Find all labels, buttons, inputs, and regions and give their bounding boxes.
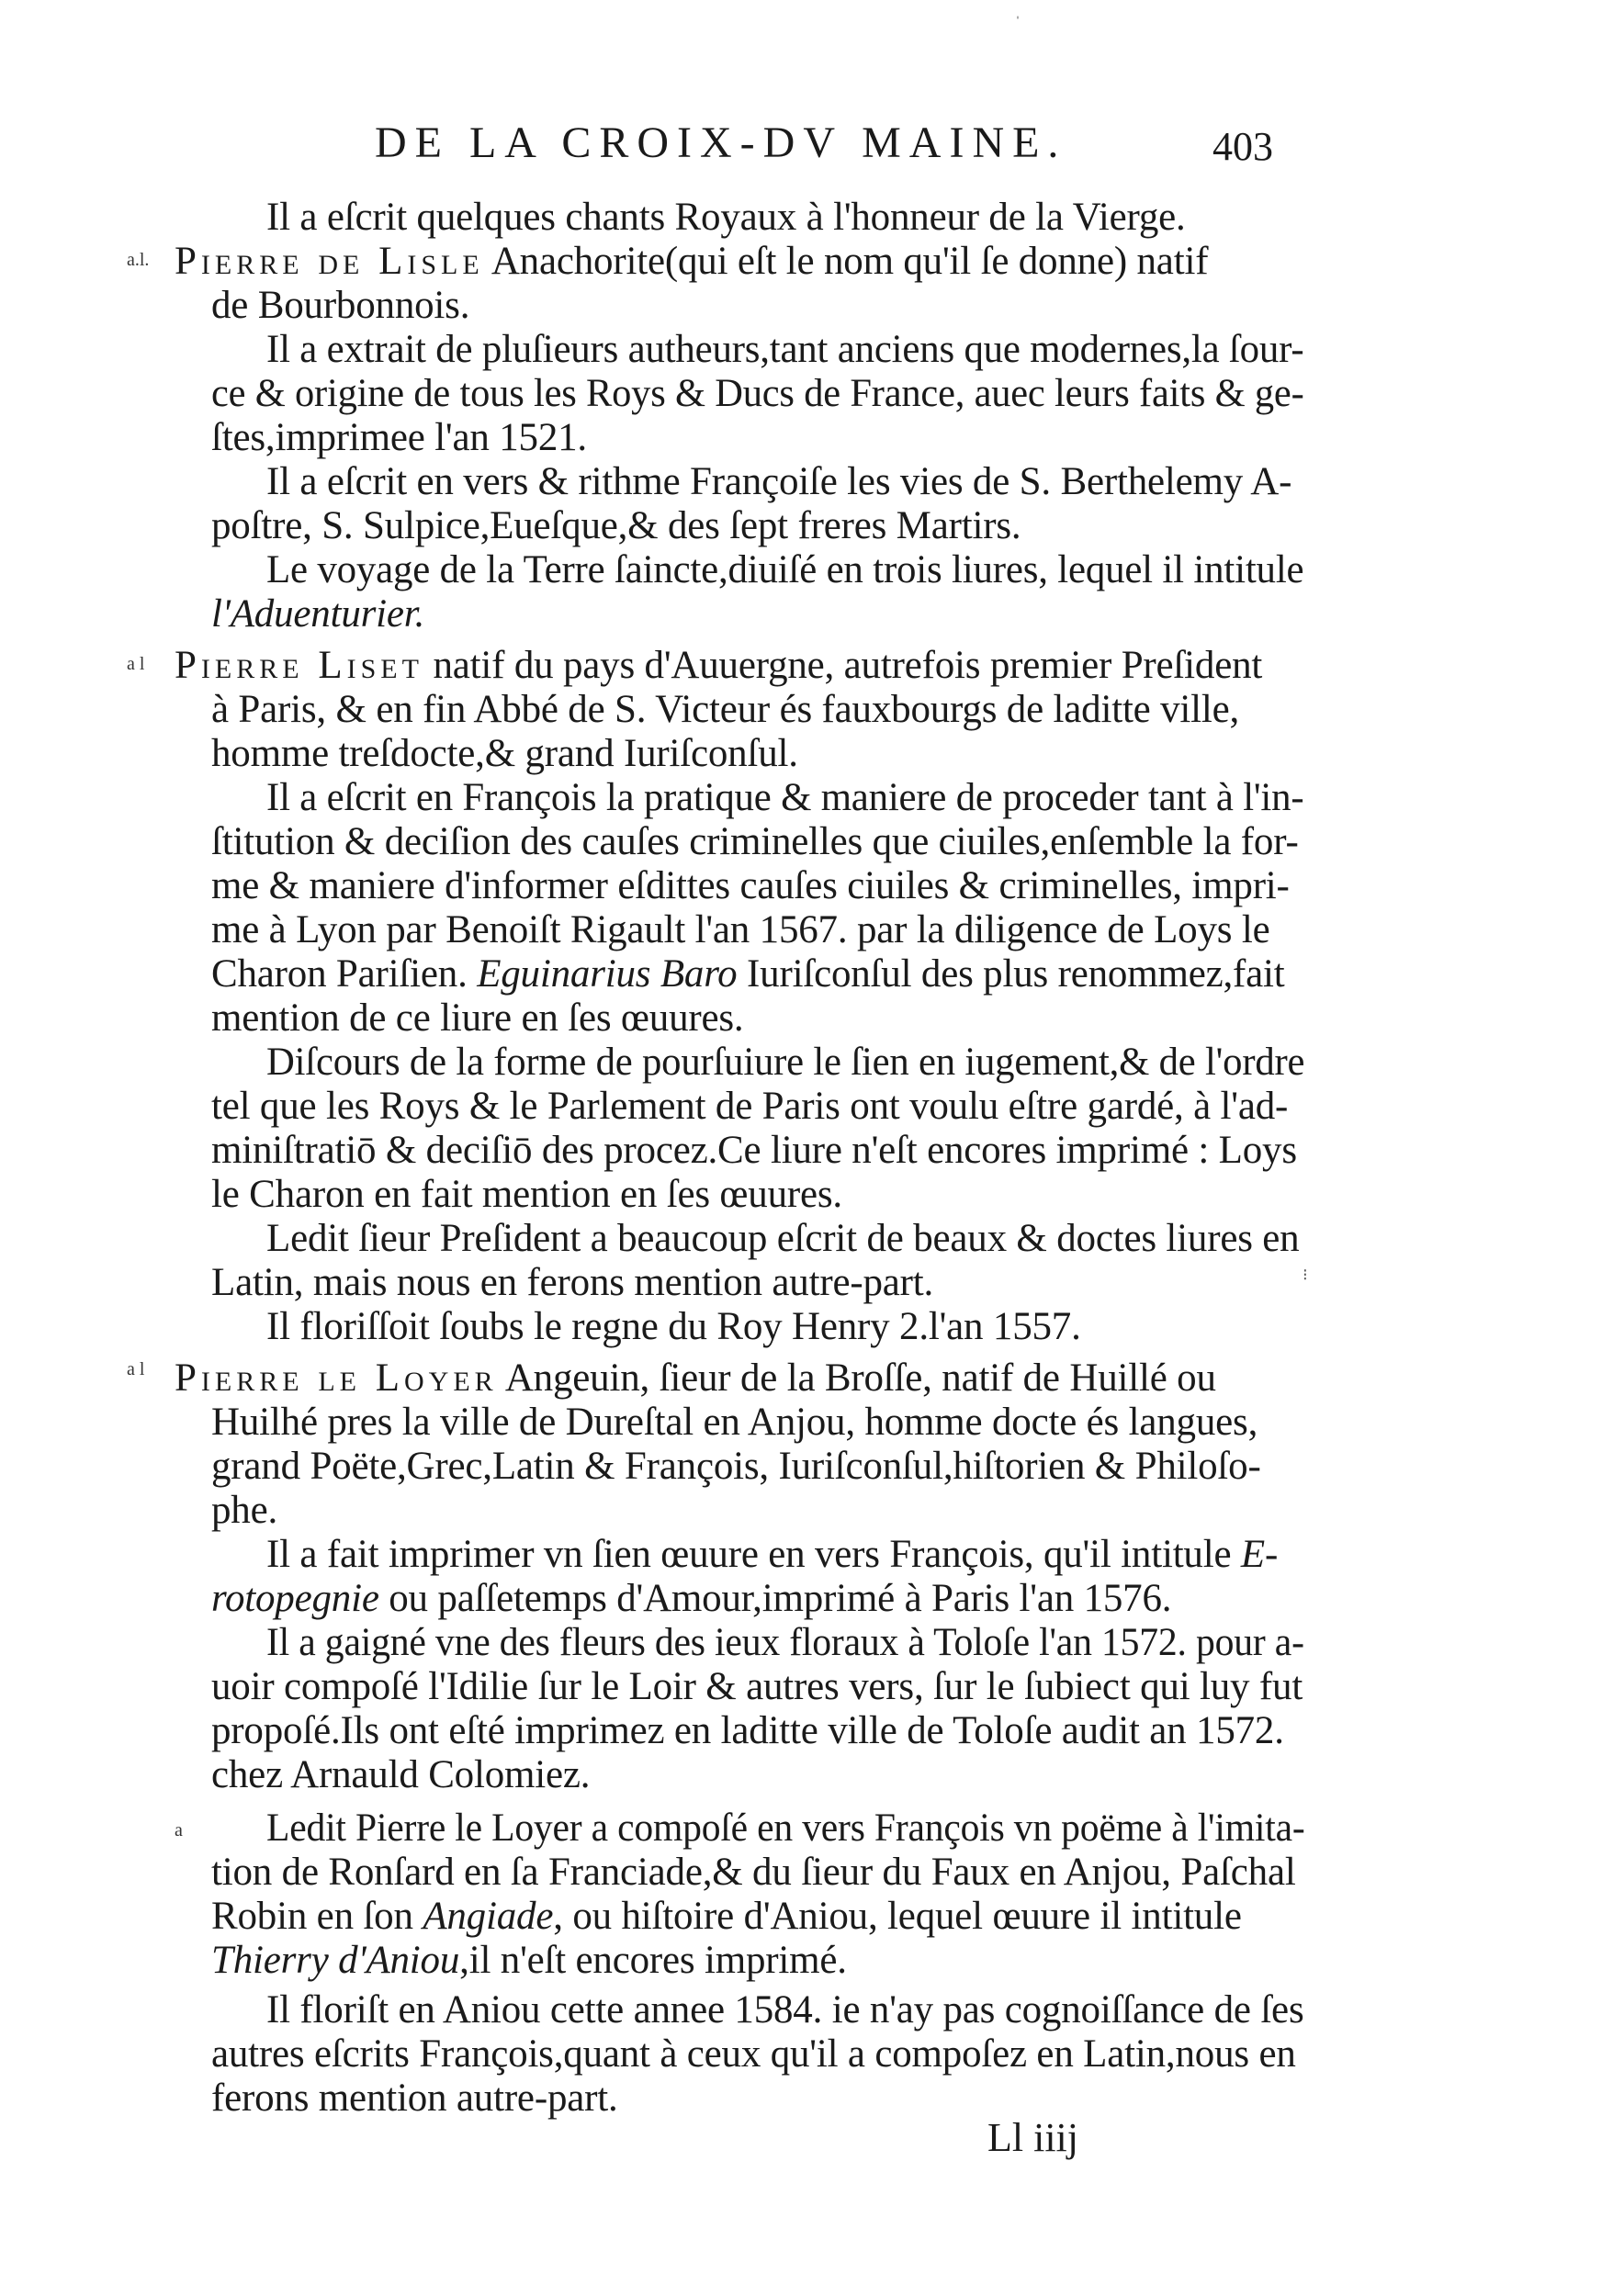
text-line: phe. <box>211 1489 278 1532</box>
text-line: Il a eſcrit quelques chants Royaux à l'honneur de la Vierge. <box>266 196 1186 239</box>
text-line: Le voyage de la Terre ſaincte,diuiſé en trois liures, lequel il intitule <box>266 548 1304 591</box>
text-line: me à Lyon par Benoiſt Rigault l'an 1567. par la diligence de Loys le <box>211 908 1270 951</box>
margin-mark: a l <box>127 1359 145 1379</box>
text-line: poſtre, S. Sulpice,Eueſque,& des ſept freres Martirs. <box>211 504 1021 547</box>
author-name: Pierre Liset <box>175 644 423 687</box>
text-line: Il a gaigné vne des fleurs des ieux floraux à Toloſe l'an 1572. pour a- <box>266 1621 1304 1664</box>
text-line: tel que les Roys & le Parlement de Paris ont voulu eſtre gardé, à l'ad- <box>211 1085 1289 1128</box>
text-line: propoſé.Ils ont eſté imprimez en laditte ville de Toloſe audit an 1572. <box>211 1709 1284 1752</box>
text-line: me & maniere d'informer eſdittes cauſes ciuiles & criminelles, impri- <box>211 864 1290 907</box>
text-line: Ledit ſieur Preſident a beaucoup eſcrit de beaux & doctes liures en <box>266 1217 1300 1260</box>
text-line: Pierre Liset natif du pays d'Auuergne, autrefois premier Preſident <box>175 644 1263 687</box>
text-line: Thierry d'Aniou,il n'eſt encores imprimé. <box>211 1939 847 1982</box>
text-line: uoir compoſé l'Idilie ſur le Loir & autres vers, ſur le ſubiect qui luy fut <box>211 1665 1303 1708</box>
author-name: Pierre de Lisle <box>175 240 484 283</box>
text-line: homme treſdocte,& grand Iuriſconſul. <box>211 732 798 775</box>
print-speck: ⁝ <box>1303 1266 1308 1284</box>
text-line: tion de Ronſard en ſa Franciade,& du ſieur du Faux en Anjou, Paſchal <box>211 1851 1296 1894</box>
text-line: Il a eſcrit en François la pratique & maniere de proceder tant à l'in- <box>266 776 1304 819</box>
text-line: Ledit Pierre le Loyer a compoſé en vers François vn poëme à l'imita- <box>266 1806 1305 1850</box>
text-line: mention de ce liure en ſes œuures. <box>211 996 744 1040</box>
text-line: miniſtratiō & deciſiō des procez.Ce liure n'eſt encores imprimé : Loys <box>211 1129 1297 1172</box>
text-line: l'Aduenturier. <box>211 592 425 636</box>
text-line: Latin, mais nous en ferons mention autre-part. <box>211 1261 934 1304</box>
text-line: Pierre de Lisle Anachorite(qui eſt le nom qu'il ſe donne) natif <box>175 240 1209 283</box>
text-line: Robin en ſon Angiade, ou hiſtoire d'Aniou, lequel œuure il intitule <box>211 1895 1242 1938</box>
text-line: Huilhé pres la ville de Dureſtal en Anjou, homme docte és langues, <box>211 1401 1258 1444</box>
text-line: ſtes,imprimee l'an 1521. <box>211 416 587 459</box>
text-line: de Bourbonnois. <box>211 284 470 327</box>
text-line: autres eſcrits François,quant à ceux qu'il a compoſez en Latin,nous en <box>211 2032 1296 2076</box>
text-line: ce & origine de tous les Roys & Ducs de France, auec leurs faits & ge- <box>211 372 1304 415</box>
text-line: ferons mention autre-part. <box>211 2077 618 2120</box>
text-line: Il floriſt en Aniou cette annee 1584. ie n'ay pas cognoiſſance de ſes <box>266 1988 1304 2032</box>
text-line: rotopegnie ou paſſetemps d'Amour,imprimé à Paris l'an 1576. <box>211 1577 1172 1620</box>
print-speck: ˈ <box>1015 13 1021 31</box>
text-line: chez Arnauld Colomiez. <box>211 1753 591 1796</box>
signature-mark: Ll iiij <box>987 2115 1078 2160</box>
text-line: Diſcours de la forme de pourſuiure le ſien en iugement,& de l'ordre <box>266 1041 1305 1084</box>
text-line: Il a extrait de pluſieurs autheurs,tant anciens que modernes,la ſour- <box>266 328 1304 371</box>
margin-mark: a l <box>127 654 145 674</box>
page-number: 403 <box>1212 124 1273 169</box>
text-line: Il a eſcrit en vers & rithme Françoiſe les vies de S. Berthelemy A- <box>266 460 1292 503</box>
text-line: Charon Pariſien. Eguinarius Baro Iuriſconſul des plus renommez,fait <box>211 952 1285 996</box>
margin-mark: a.l. <box>127 250 150 270</box>
author-name: Pierre le Loyer <box>175 1356 498 1400</box>
text-line: à Paris, & en fin Abbé de S. Victeur és fauxbourgs de laditte ville, <box>211 688 1240 731</box>
text-line: Il floriſſoit ſoubs le regne du Roy Henry 2.l'an 1557. <box>266 1305 1081 1348</box>
text-line: grand Poëte,Grec,Latin & François, Iuriſconſul,hiſtorien & Philoſo- <box>211 1445 1261 1488</box>
margin-mark: a <box>175 1820 183 1840</box>
text-line: le Charon en fait mention en ſes œuures. <box>211 1173 842 1216</box>
running-title: DE LA CROIX-DV MAINE. <box>375 118 1067 167</box>
text-line: Il a fait imprimer vn ſien œuure en vers François, qu'il intitule E- <box>266 1533 1279 1576</box>
text-line: ſtitution & deciſion des cauſes criminelles que ciuiles,enſemble la for- <box>211 820 1299 863</box>
text-line: Pierre le Loyer Angeuin, ſieur de la Broſſe, natif de Huillé ou <box>175 1356 1216 1400</box>
